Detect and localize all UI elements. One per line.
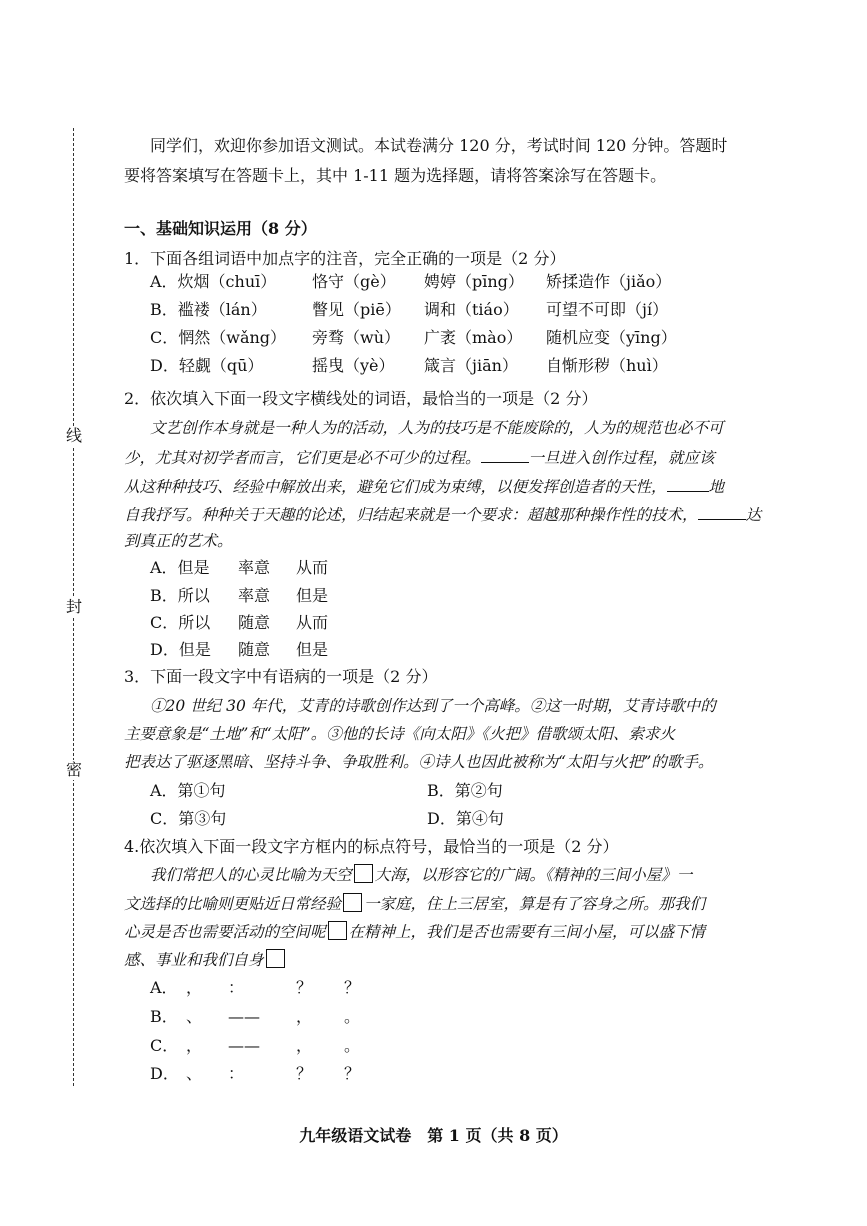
q3-passage-line-2: 主要意象是“土地”和“太阳”。③他的长诗《向太阳》《火把》借歌颂太阳、索求火: [124, 725, 675, 743]
q2-option-cell: 但是: [296, 586, 329, 605]
q4-option-cell: ？: [296, 978, 313, 997]
q4-option-cell: 。: [344, 1007, 361, 1026]
q1-title: 1．下面各组词语中加点字的注音，完全正确的一项是（2 分）: [124, 249, 566, 268]
binding-char-seal: 封: [65, 597, 82, 616]
q3-option-c: C．第③句: [150, 809, 227, 828]
q2-option-cell: 率意: [238, 586, 271, 605]
q1-option-cell: 恪守（gè）: [312, 272, 396, 291]
q4-option-cell: ？: [296, 1064, 313, 1083]
q4-title: 4.依次填入下面一段文字方框内的标点符号，最恰当的一项是（2 分）: [124, 837, 619, 856]
fill-blank-1: [481, 446, 529, 463]
q3-passage-line-3: 把表达了驱逐黑暗、坚持斗争、争取胜利。④诗人也因此被称为“太阳与火把”的歌手。: [124, 753, 714, 771]
q1-option-cell: C．惘然（wǎng）: [150, 328, 287, 347]
q2-passage-line-2: 少，尤其对初学者而言，它们更是必不可少的过程。 一旦进入创作过程，就应该: [124, 446, 715, 468]
q3-title: 3．下面一段文字中有语病的一项是（2 分）: [124, 667, 438, 686]
q4-option-cell: 、: [186, 1064, 203, 1083]
q3-option-b: B．第②句: [427, 781, 503, 800]
q4-passage-line-3: 心灵是否也需要活动的空间呢 在精神上，我们是否也需要有三间小屋，可以盛下情: [124, 923, 706, 941]
q2-passage-line-4: 自我抒写。种种关于天趣的论述，归结起来就是一个要求：超越那种操作性的技术， 达: [124, 503, 761, 525]
q2-passage-line-3: 从这种种技巧、经验中解放出来，避免它们成为束缚，以便发挥创造者的天性， 地: [124, 475, 724, 497]
q2-option-cell: D．但是: [150, 640, 211, 659]
q4-option-cell: ：: [228, 978, 245, 997]
q1-option-cell: 摇曳（yè）: [312, 356, 395, 375]
q1-option-cell: 可望不可即（jí）: [546, 300, 669, 319]
q1-option-cell: 广袤（mào）: [424, 328, 523, 347]
q1-option-cell: D．轻觑（qū）: [150, 356, 264, 375]
intro-line-2: 要将答案填写在答题卡上，其中 1-11 题为选择题，请将答案涂写在答题卡。: [124, 166, 667, 185]
fill-blank-3: [698, 503, 746, 520]
q2-option-cell: C．所以: [150, 613, 211, 632]
q2-title: 2．依次填入下面一段文字横线处的词语，最恰当的一项是（2 分）: [124, 389, 598, 408]
q4-option-cell: ——: [228, 1036, 260, 1055]
q2-option-cell: 随意: [238, 640, 271, 659]
q4-option-cell: ，: [186, 978, 203, 997]
page-footer: 九年级语文试卷 第 1 页（共 8 页）: [299, 1126, 568, 1145]
punctuation-box-1: [354, 864, 373, 883]
q4-option-cell: ？: [344, 978, 361, 997]
q4-option-cell: B．: [150, 1007, 178, 1026]
q4-option-cell: A．: [150, 978, 178, 997]
q4-option-cell: C．: [150, 1036, 179, 1055]
q3-option-d: D．第④句: [427, 809, 504, 828]
q4-passage-line-1: 我们常把人的心灵比喻为天空 大海，以形容它的广阔。《精神的三间小屋》一: [150, 866, 693, 884]
q2-option-cell: 从而: [296, 558, 329, 577]
q4-option-cell: ：: [228, 1064, 245, 1083]
section-title: 一、基础知识运用（8 分）: [124, 219, 317, 238]
q4-option-cell: 、: [186, 1007, 203, 1026]
q4-passage-line-2: 文选择的比喻则更贴近日常经验 一家庭，住上三居室，算是有了容身之所。那我们: [124, 895, 706, 913]
q4-passage-line-4: 感、事业和我们自身: [124, 949, 287, 970]
fill-blank-2: [667, 475, 709, 492]
q2-passage-line-5: 到真正的艺术。: [124, 532, 233, 550]
q4-option-cell: 。: [344, 1036, 361, 1055]
punctuation-box-4: [266, 949, 285, 968]
q1-option-cell: 自惭形秽（huì）: [546, 356, 668, 375]
binding-char-line: 线: [65, 426, 82, 445]
q4-option-cell: ，: [296, 1007, 313, 1026]
q2-option-cell: A．但是: [150, 558, 210, 577]
punctuation-box-2: [343, 893, 362, 912]
intro-line-1: 同学们，欢迎你参加语文测试。本试卷满分 120 分，考试时间 120 分钟。答题时: [150, 136, 728, 155]
q4-option-cell: ——: [228, 1007, 260, 1026]
q3-passage-line-1: ①20 世纪 30 年代，艾青的诗歌创作达到了一个高峰。②这一时期，艾青诗歌中的: [150, 697, 716, 715]
q4-option-cell: ，: [296, 1036, 313, 1055]
q1-option-cell: A．炊烟（chuī）: [150, 272, 277, 291]
q1-option-cell: 调和（tiáo）: [424, 300, 519, 319]
q1-option-cell: 旁骛（wù）: [312, 328, 401, 347]
q4-option-cell: D．: [150, 1064, 179, 1083]
q1-option-cell: 娉婷（pīng）: [424, 272, 524, 291]
q2-option-cell: 但是: [296, 640, 329, 659]
q2-option-cell: 从而: [296, 613, 329, 632]
q4-option-cell: ？: [344, 1064, 361, 1083]
binding-char-dense: 密: [65, 760, 82, 779]
q3-option-a: A．第①句: [150, 781, 226, 800]
q2-option-cell: B．所以: [150, 586, 210, 605]
q1-option-cell: 箴言（jiān）: [424, 356, 518, 375]
q2-option-cell: 随意: [238, 613, 271, 632]
q1-option-cell: B．褴褛（lán）: [150, 300, 267, 319]
q2-option-cell: 率意: [238, 558, 271, 577]
q4-option-cell: ，: [186, 1036, 203, 1055]
q1-option-cell: 瞥见（piē）: [312, 300, 401, 319]
q1-option-cell: 随机应变（yīng）: [546, 328, 677, 347]
q1-option-cell: 矫揉造作（jiǎo）: [546, 272, 672, 291]
punctuation-box-3: [328, 921, 347, 940]
q2-passage-line-1: 文艺创作本身就是一种人为的活动，人为的技巧是不能废除的，人为的规范也必不可: [150, 419, 724, 437]
